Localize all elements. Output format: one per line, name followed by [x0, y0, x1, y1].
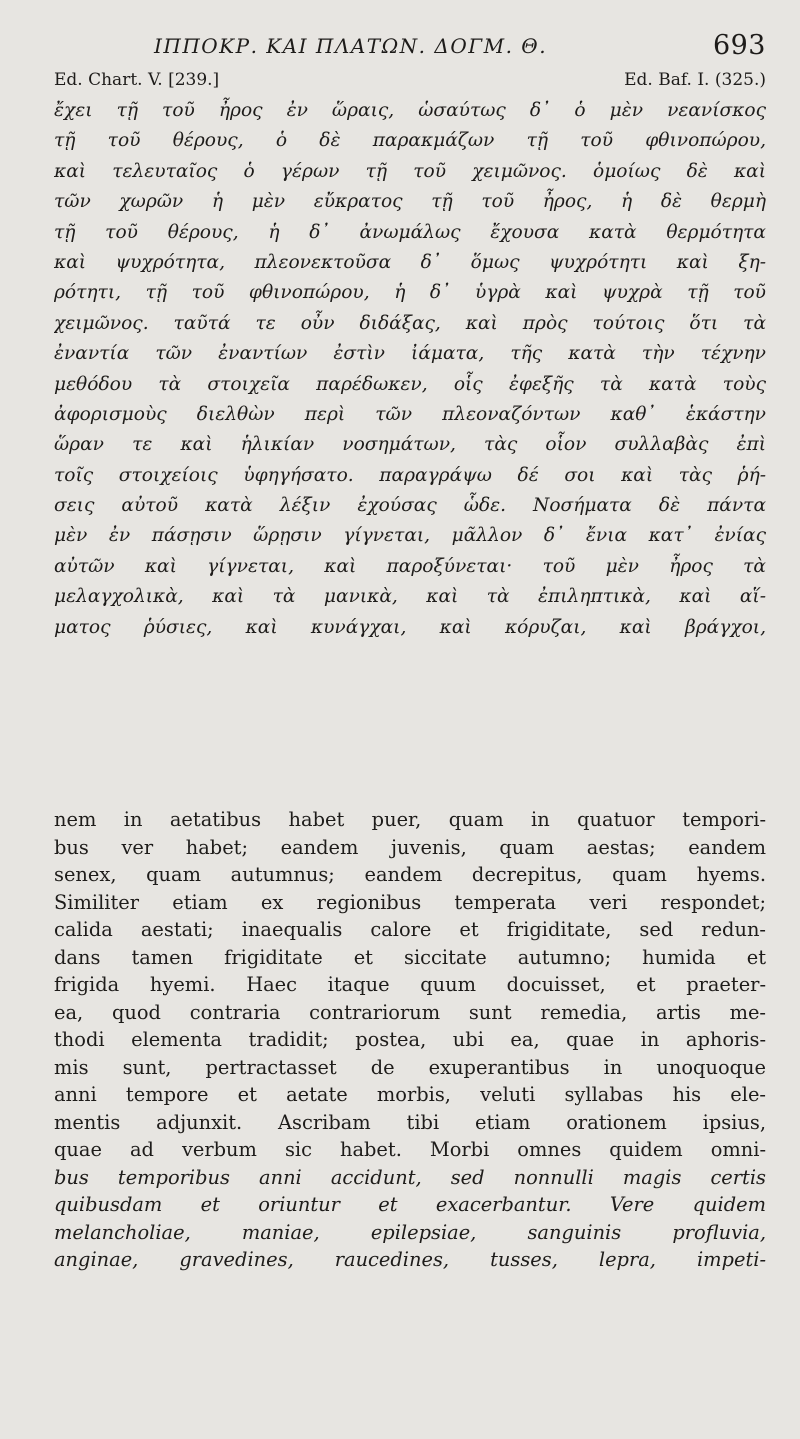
greek-text-line: τῇ τοῦ θέρους, ἡ δ᾽ ἀνωμάλως ἔχουσα κατὰ θερμότητα [54, 221, 766, 243]
latin-text-block [54, 806, 766, 1274]
latin-text-line: calida aestati; inaequalis calore et frigiditate, sed redun- [54, 918, 766, 941]
latin-text-line: anginae, gravedines, raucedines, tusses, lepra, impeti- [54, 1248, 766, 1271]
latin-text-line: senex, quam autumnus; eandem decrepitus, quam hyems. [54, 863, 766, 886]
latin-text-line: bus temporibus anni accidunt, sed nonnulli magis certis [54, 1165, 766, 1189]
greek-text-line: καὶ ψυχρότητα, πλεονεκτοῦσα δ᾽ ὅμως ψυχρότητι καὶ ξη- [54, 251, 766, 273]
latin-text-line: nem in aetatibus habet puer, quam in quatuor tempori- [54, 808, 766, 831]
latin-text-line: thodi elementa tradidit; postea, ubi ea, quae in aphoris- [54, 1028, 766, 1051]
greek-text-line: μὲν ἐν πάσῃσιν ὥρῃσιν γίγνεται, μᾶλλον δ᾽ ἔνια κατ᾽ ἐνίας [54, 525, 766, 547]
greek-text-block [54, 96, 766, 643]
latin-text-line: dans tamen frigiditate et siccitate autumno; humida et [54, 945, 766, 969]
latin-text-line: ea, quod contraria contrariorum sunt remedia, artis me- [54, 1000, 766, 1024]
greek-text-line: τοῖς στοιχείοις ὑφηγήσατο. παραγράψω δέ σοι καὶ τὰς ῥή- [54, 464, 766, 486]
running-title: ΙΠΠΟΚΡ. ΚΑΙ ΠΛΑΤΩΝ. ΔΟΓΜ. Θ. [154, 34, 548, 58]
latin-text-line: quibusdam et oriuntur et exacerbantur. Vere quidem [54, 1193, 766, 1216]
edition-reference-left: Ed. Chart. V. [239.] [54, 70, 220, 90]
greek-text-line: αὐτῶν καὶ γίγνεται, καὶ παροξύνεται· τοῦ μὲν ἦρος τὰ [54, 555, 766, 577]
greek-text-line: ἀφορισμοὺς διελθὼν περὶ τῶν πλεοναζόντων καθ᾽ ἑκάστην [54, 403, 766, 425]
latin-text-line: melancholiae, maniae, epilepsiae, sanguinis profluvia, [54, 1220, 766, 1244]
greek-text-line: τῇ τοῦ θέρους, ὁ δὲ παρακμάζων τῇ τοῦ φθινοπώρου, [54, 130, 766, 152]
edition-references [54, 66, 766, 96]
edition-reference-right: Ed. Baf. I. (325.) [624, 70, 766, 90]
greek-text-line: καὶ τελευταῖος ὁ γέρων τῇ τοῦ χειμῶνος. ὁμοίως δὲ καὶ [54, 160, 766, 182]
greek-text-line: σεις αὐτοῦ κατὰ λέξιν ἐχούσας ὧδε. Νοσήματα δὲ πάντα [54, 495, 766, 517]
greek-text-line: ματος ῥύσιες, καὶ κυνάγχαι, καὶ κόρυζαι, καὶ βράγχοι, [54, 616, 766, 638]
greek-text-line: μεθόδου τὰ στοιχεῖα παρέδωκεν, οἷς ἐφεξῆς τὰ κατὰ τοὺς [54, 373, 766, 395]
latin-text-line: frigida hyemi. Haec itaque quum docuisset, et praeter- [54, 973, 766, 996]
latin-text-line: mis sunt, pertractasset de exuperantibus in unoquoque [54, 1055, 766, 1079]
greek-text-line: ὥραν τε καὶ ἡλικίαν νοσημάτων, τὰς οἷον συλλαβὰς ἐπὶ [54, 434, 766, 456]
greek-text-line: χειμῶνος. ταῦτά τε οὖν διδάξας, καὶ πρὸς τούτοις ὅτι τὰ [54, 312, 766, 334]
latin-text-line: Similiter etiam ex regionibus temperata veri respondet; [54, 890, 766, 914]
page-header [54, 26, 766, 66]
greek-text-line: τῶν χωρῶν ἡ μὲν εὔκρατος τῇ τοῦ ἦρος, ἡ δὲ θερμὴ [54, 191, 766, 213]
latin-text-line: anni tempore et aetate morbis, veluti syllabas his ele- [54, 1083, 766, 1106]
greek-text-line: ἔχει τῇ τοῦ ἦρος ἐν ὥραις, ὡσαύτως δ᾽ ὁ μὲν νεανίσκος [54, 100, 766, 121]
page-number: 693 [712, 30, 766, 61]
greek-text-line: ρότητι, τῇ τοῦ φθινοπώρου, ἡ δ᾽ ὑγρὰ καὶ ψυχρὰ τῇ τοῦ [54, 282, 766, 304]
latin-text-line: mentis adjunxit. Ascribam tibi etiam orationem ipsius, [54, 1110, 766, 1134]
latin-text-line: quae ad verbum sic habet. Morbi omnes quidem omni- [54, 1138, 766, 1161]
greek-text-line: ἐναντία τῶν ἐναντίων ἐστὶν ἰάματα, τῆς κατὰ τὴν τέχνην [54, 343, 766, 365]
latin-text-line: bus ver habet; eandem juvenis, quam aestas; eandem [54, 835, 766, 859]
greek-text-line: μελαγχολικὰ, καὶ τὰ μανικὰ, καὶ τὰ ἐπιληπτικὰ, καὶ αἵ- [54, 586, 766, 608]
